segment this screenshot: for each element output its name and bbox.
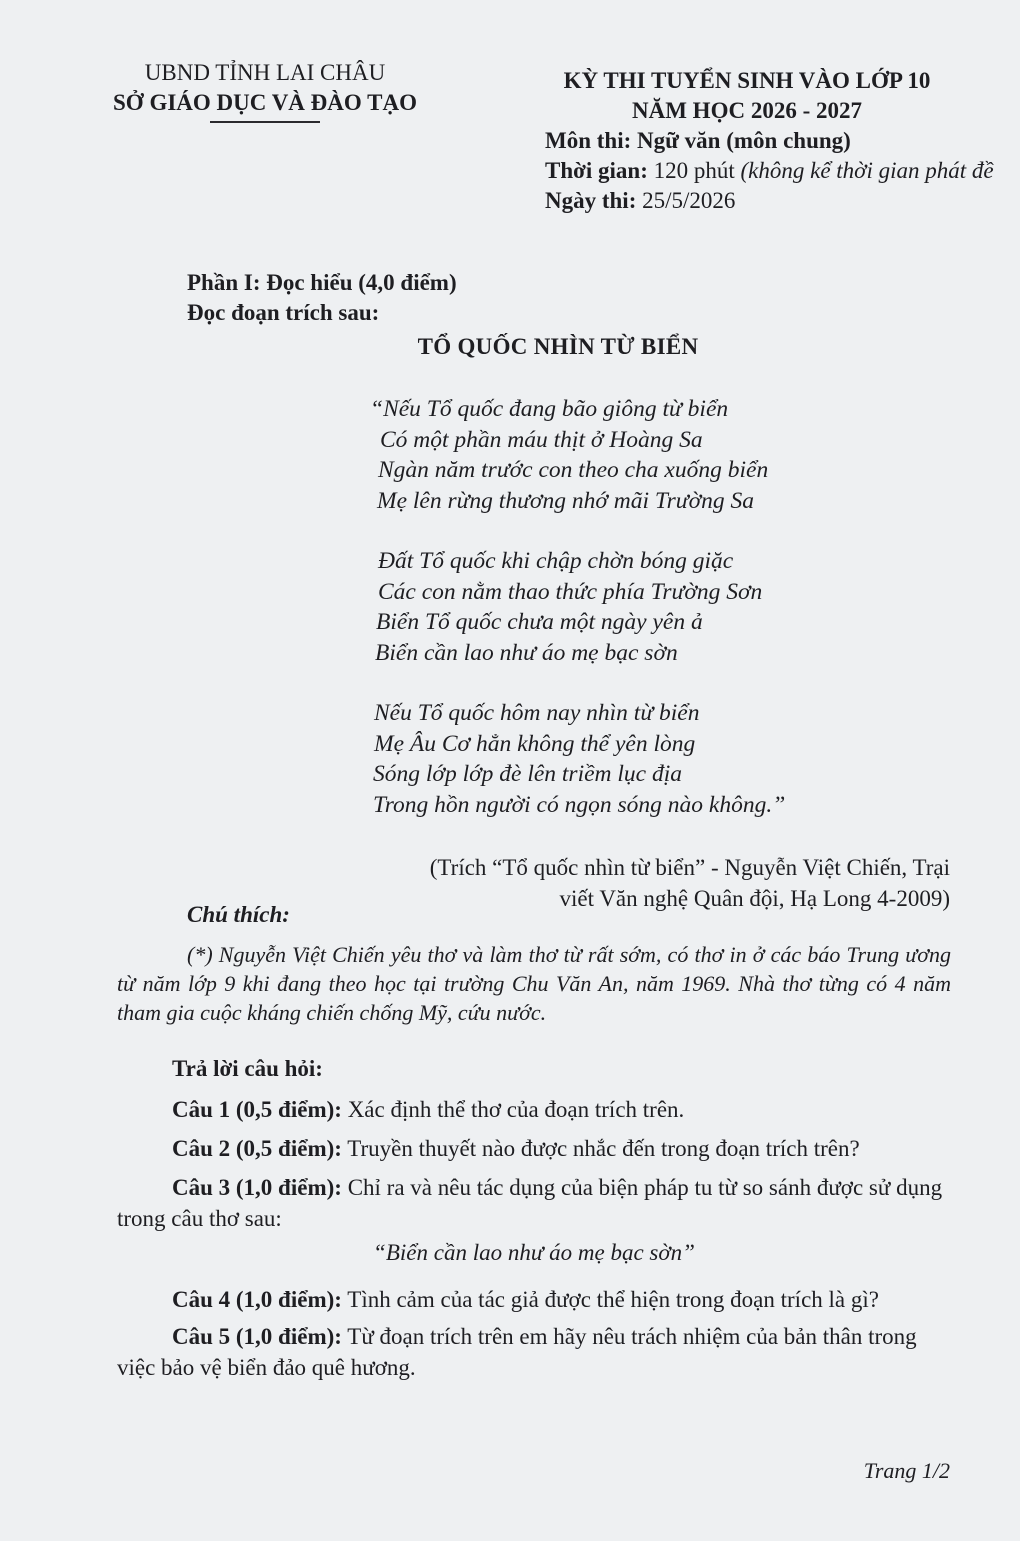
poem-line: Đất Tổ quốc khi chập chờn bóng giặc	[378, 548, 734, 574]
question-2	[117, 1133, 952, 1164]
question-label: Câu 5 (1,0 điểm):	[172, 1324, 342, 1349]
issuer-block	[80, 58, 450, 123]
stanza-2	[370, 546, 762, 668]
question-text: Xác định thể thơ của đoạn trích trên.	[341, 1097, 685, 1122]
time-value: 120 phút	[653, 158, 735, 183]
poem-line: “Nếu Tổ quốc đang bão giông từ biển	[370, 396, 729, 422]
time-row	[545, 156, 1020, 186]
question-label: Câu 2 (0,5 điểm):	[172, 1136, 342, 1161]
exam-title: KỲ THI TUYỂN SINH VÀO LỚP 10	[563, 68, 931, 93]
exam-info-block	[545, 66, 1020, 216]
page-number: Trang 1/2	[863, 1458, 950, 1483]
date-value: 25/5/2026	[642, 188, 736, 213]
question-3	[117, 1172, 952, 1234]
poem-line: Trong hồn người có ngọn sóng nào không.”	[373, 791, 786, 818]
province-name: UBND TỈNH LAI CHÂU	[144, 60, 386, 85]
subject-label: Môn thi:	[545, 128, 632, 153]
question-text: Truyền thuyết nào được nhắc đến trong đoạn trích trên?	[341, 1136, 860, 1161]
subject-row	[545, 126, 1020, 156]
header-underline	[210, 121, 320, 123]
poem-title: TỔ QUỐC NHÌN TỪ BIỂN	[417, 334, 699, 359]
poem-line: Biển Tổ quốc chưa một ngày yên ả	[376, 609, 703, 635]
stanza-1	[370, 394, 768, 516]
poem-line: Nếu Tổ quốc hôm nay nhìn từ biển	[374, 700, 700, 726]
stanza-3	[370, 698, 785, 820]
subject-value: Ngữ văn (môn chung)	[637, 128, 851, 153]
question-1	[117, 1094, 952, 1125]
quoted-verse: “Biển cần lao như áo mẹ bạc sờn”	[373, 1240, 695, 1265]
source-line: (Trích “Tổ quốc nhìn từ biển” - Nguyễn Việt Chiến, Trại	[429, 855, 950, 880]
time-label: Thời gian:	[545, 158, 648, 183]
school-year: NĂM HỌC 2026 - 2027	[632, 98, 862, 123]
poem-line: Có một phần máu thịt ở Hoàng Sa	[380, 426, 703, 453]
poem-line: Mẹ Âu Cơ hẳn không thể yên lòng	[374, 730, 696, 757]
question-label: Câu 1 (0,5 điểm):	[172, 1097, 342, 1122]
part1-heading: Phần I: Đọc hiểu (4,0 điểm)	[187, 270, 457, 295]
poem-line: Biển cần lao như áo mẹ bạc sờn	[375, 639, 678, 666]
question-text: Tình cảm của tác giả được thể hiện trong đoạn trích là gì?	[341, 1287, 879, 1312]
date-row	[545, 186, 1020, 216]
poem-line: Ngàn năm trước con theo cha xuống biển	[378, 457, 769, 483]
poem-line: Mẹ lên rừng thương nhớ mãi Trường Sa	[377, 487, 755, 514]
reading-instruction: Đọc đoạn trích sau:	[187, 300, 380, 325]
poem-line: Các con nằm thao thức phía Trường Sơn	[378, 578, 763, 605]
time-note: (không kể thời gian phát đề	[740, 158, 994, 183]
part1-header	[187, 268, 457, 328]
poem-source	[390, 852, 950, 914]
question-text: Chỉ ra và nêu tác dụng của biện pháp tu từ so sánh được sử dụng trong câu thơ sau:	[117, 1175, 943, 1231]
agency-name: SỞ GIÁO DỤC VÀ ĐÀO TẠO	[113, 90, 417, 115]
question-4	[117, 1284, 952, 1315]
question-label: Câu 4 (1,0 điểm):	[172, 1287, 342, 1312]
note-heading: Chú thích:	[187, 902, 290, 927]
source-line: viết Văn nghệ Quân đội, Hạ Long 4-2009)	[559, 886, 950, 911]
question-5	[117, 1321, 952, 1383]
date-label: Ngày thi:	[545, 188, 637, 213]
note-text: (*) Nguyễn Việt Chiến yêu thơ và làm thơ từ rất sớm, có thơ in ở các báo Trung ương từ năm lớp 9 khi đang theo học tại trường Chu Văn An, năm 1969. Nhà thơ từng có 4 năm tham gia cuộc kháng chiến chống Mỹ, cứu nước.	[117, 942, 951, 1025]
question-text: Từ đoạn trích trên em hãy nêu trách nhiệm của bản thân trong việc bảo vệ biển đảo quê hương.	[117, 1324, 917, 1380]
questions-heading: Trả lời câu hỏi:	[172, 1056, 323, 1081]
poem-line: Sóng lớp lớp đè lên triềm lục địa	[373, 761, 682, 787]
question-label: Câu 3 (1,0 điểm):	[172, 1175, 342, 1200]
